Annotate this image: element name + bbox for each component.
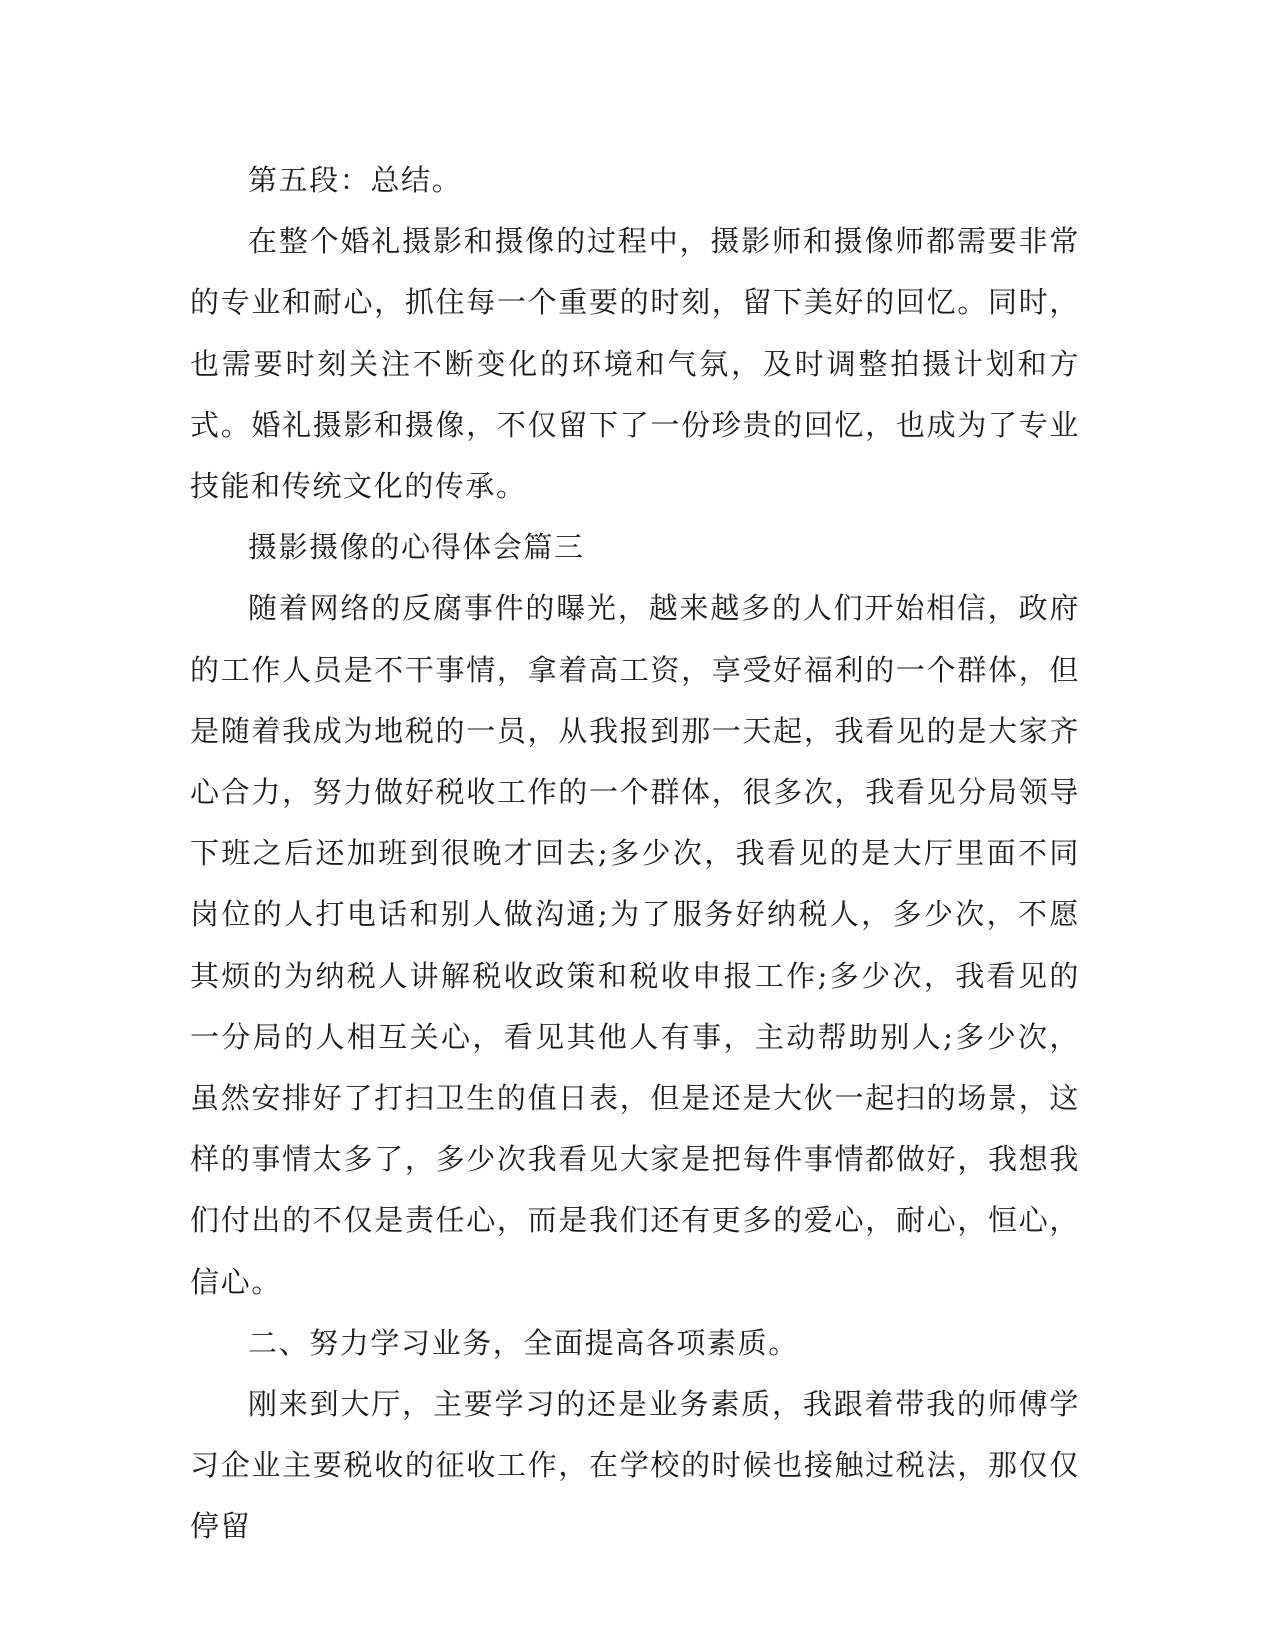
paragraph-summary: 在整个婚礼摄影和摄像的过程中，摄影师和摄像师都需要非常的专业和耐心，抓住每一个重要的时刻，留下美好的回忆。同时，也需要时刻关注不断变化的环境和气氛，及时调整拍摄计划和方式。婚礼摄影和摄像，不仅留下了一份珍贵的回忆，也成为了专业技能和传统文化的传承。 (190, 224, 1080, 504)
paragraph-section-five-heading: 第五段：总结。 (248, 163, 463, 197)
paragraph-section-two-heading: 二、努力学习业务，全面提高各项素质。 (248, 1325, 799, 1360)
paragraph-tax-bureau-experience: 随着网络的反腐事件的曝光，越来越多的人们开始相信，政府的工作人员是不干事情，拿着高工资，享受好福利的一个群体，但是随着我成为地税的一员，从我报到那一天起，我看见的是大家齐心合力，努力做好税收工作的一个群体，很多次，我看见分局领导下班之后还加班到很晚才回去;多少次，我看见的是大厅里面不同岗位的人打电话和别人做沟通;为了服务好纳税人，多少次，不愿其烦的为纳税人讲解税收政策和税收申报工作;多少次，我看见的一分局的人相互关心，看见其他人有事，主动帮助别人;多少次，虽然安排好了打扫卫生的值日表，但是还是大伙一起扫的场景，这样的事情太多了，多少次我看见大家是把每件事情都做好，我想我们付出的不仅是责任心，而是我们还有更多的爱心，耐心，恒心，信心。 (190, 591, 1080, 1299)
document-body (190, 150, 1080, 1558)
paragraph-learning-business: 刚来到大厅，主要学习的还是业务素质，我跟着带我的师傅学习企业主要税收的征收工作，在学校的时候也接触过税法，那仅仅停留 (190, 1387, 1080, 1544)
paragraph-article-title: 摄影摄像的心得体会篇三 (248, 530, 585, 565)
